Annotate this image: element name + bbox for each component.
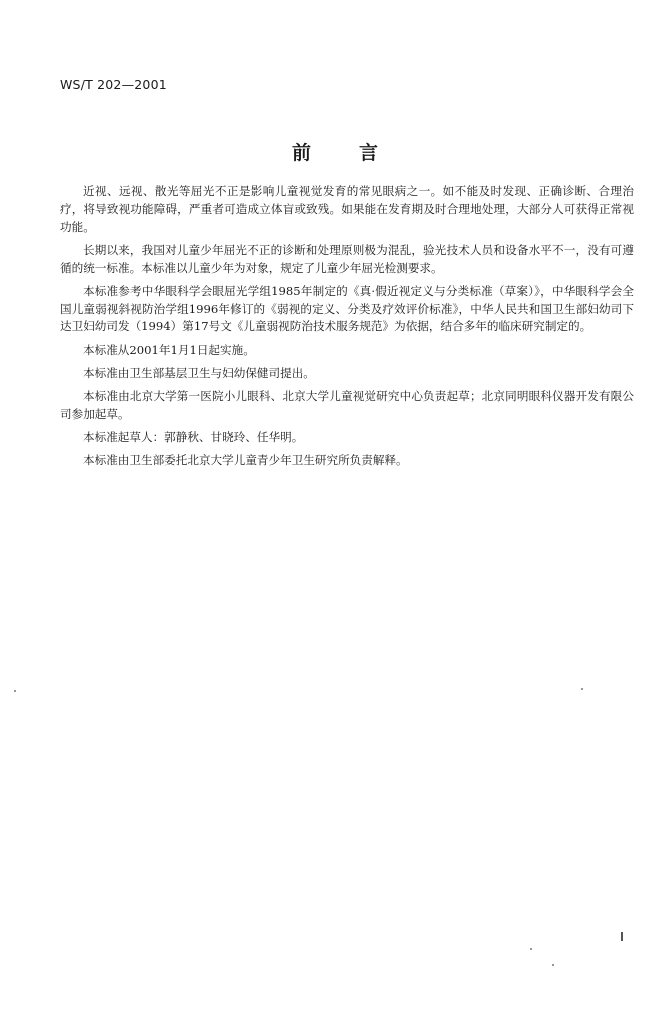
scan-speck <box>14 690 16 692</box>
foreword-body <box>60 183 634 475</box>
scan-mark <box>621 932 623 941</box>
paragraph-7: 本标准起草人：郭静秋、甘晓玲、任华明。 <box>83 429 304 444</box>
scan-speck <box>552 964 554 966</box>
paragraph-4: 本标准从2001年1月1日起实施。 <box>83 342 255 357</box>
paragraph-3: 本标准参考中华眼科学会眼屈光学组1985年制定的《真·假近视定义与分类标准（草案）》，中华眼科学会全国儿童弱视斜视防治学组1996年修订的《弱视的定义、分类及疗效评价标准》，中华人民共和国卫生部妇幼司下达卫妇幼司发（1994）第17号文《儿童弱视防治技术服务规范》为依据，结合多年的临床研究制定的。 <box>60 283 634 334</box>
paragraph-1: 近视、远视、散光等屈光不正是影响儿童视觉发育的常见眼病之一。如不能及时发现、正确诊断、合理治疗，将导致视功能障碍，严重者可造成立体盲或致残。如果能在发育期及时合理地处理，大部分人可获得正常视功能。 <box>60 184 634 234</box>
scan-speck <box>581 688 583 690</box>
paragraph-2: 长期以来，我国对儿童少年屈光不正的诊断和处理原则极为混乱，验光技术人员和设备水平不一，没有可遵循的统一标准。本标准以儿童少年为对象，规定了儿童少年屈光检测要求。 <box>60 242 634 275</box>
paragraph-8: 本标准由卫生部委托北京大学儿童青少年卫生研究所负责解释。 <box>83 453 408 468</box>
paragraph-6: 本标准由北京大学第一医院小儿眼科、北京大学儿童视觉研究中心负责起草；北京同明眼科仪器开发有限公司参加起草。 <box>60 388 634 421</box>
paragraph-5: 本标准由卫生部基层卫生与妇幼保健司提出。 <box>83 365 315 380</box>
standard-number: WS/T 202—2001 <box>60 77 167 92</box>
scan-speck <box>530 948 532 950</box>
page-title: 前言 <box>291 142 426 164</box>
